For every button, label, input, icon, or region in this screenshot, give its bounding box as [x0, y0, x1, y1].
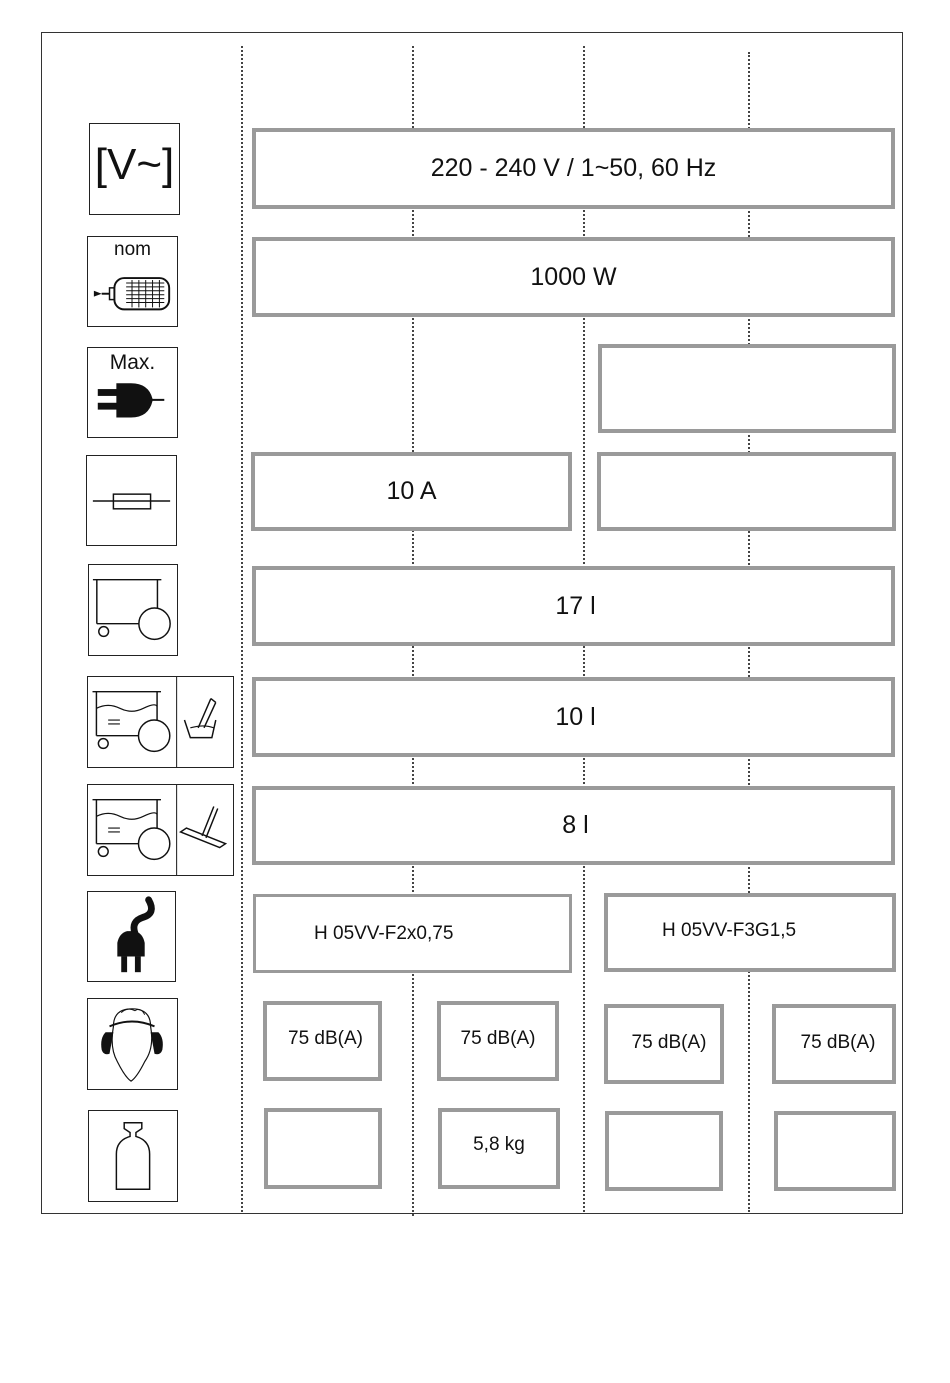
fuse-value: 10 A — [386, 477, 437, 505]
weight-value-box-4 — [774, 1111, 896, 1191]
fuse-icon — [86, 455, 177, 546]
weight-value-box-2 — [438, 1108, 560, 1189]
cable-a-value: H 05VV-F2x0,75 — [314, 922, 454, 944]
weight-value-box-1 — [264, 1108, 382, 1189]
voltage-value: 220 - 240 V / 1~50, 60 Hz — [430, 154, 717, 182]
cable-b-value-box — [604, 893, 896, 972]
noise-value-box-2 — [437, 1001, 559, 1081]
liquid-capacity-icon — [87, 676, 234, 768]
weight-value: 5,8 kg — [473, 1133, 525, 1155]
noise-value-3: 75 dB(A) — [631, 1032, 707, 1053]
fuse-value-box — [251, 452, 572, 531]
container-volume-value: 17 l — [555, 591, 596, 620]
floor-liquid-capacity-value-box — [252, 786, 895, 865]
liquid-capacity-value: 10 l — [555, 702, 596, 731]
weight-value-box-3 — [605, 1111, 723, 1191]
liquid-capacity-value-box — [252, 677, 895, 757]
floor-liquid-capacity-icon — [87, 784, 234, 876]
voltage-value-box — [252, 128, 895, 209]
ear-protection-icon — [87, 998, 178, 1090]
max-label: Max. — [109, 351, 156, 374]
floor-liquid-capacity-value: 8 l — [562, 811, 589, 839]
max-socket-plug-icon — [87, 347, 178, 438]
noise-value-1: 75 dB(A) — [288, 1028, 363, 1049]
power-nom-label: nom — [114, 239, 151, 260]
voltage-icon — [89, 123, 180, 215]
noise-value-2: 75 dB(A) — [460, 1028, 536, 1049]
column-divider-1 — [241, 46, 243, 1212]
noise-value-box-4 — [772, 1004, 896, 1084]
motor-power-icon — [87, 236, 178, 327]
fuse-value-box-alt — [597, 452, 896, 531]
noise-value-box-3 — [604, 1004, 724, 1084]
power-cable-icon — [87, 891, 176, 982]
weight-icon — [88, 1110, 178, 1202]
max-socket-value-box — [598, 344, 896, 433]
noise-value-box-1 — [263, 1001, 382, 1081]
voltage-symbol: [V~] — [94, 140, 175, 189]
container-volume-value-box — [252, 566, 895, 646]
cable-a-value-box — [253, 894, 572, 973]
cable-b-value: H 05VV-F3G1,5 — [662, 919, 797, 941]
power-value: 1000 W — [530, 262, 617, 291]
noise-value-4: 75 dB(A) — [800, 1032, 876, 1053]
power-value-box — [252, 237, 895, 317]
container-volume-icon — [88, 564, 178, 656]
